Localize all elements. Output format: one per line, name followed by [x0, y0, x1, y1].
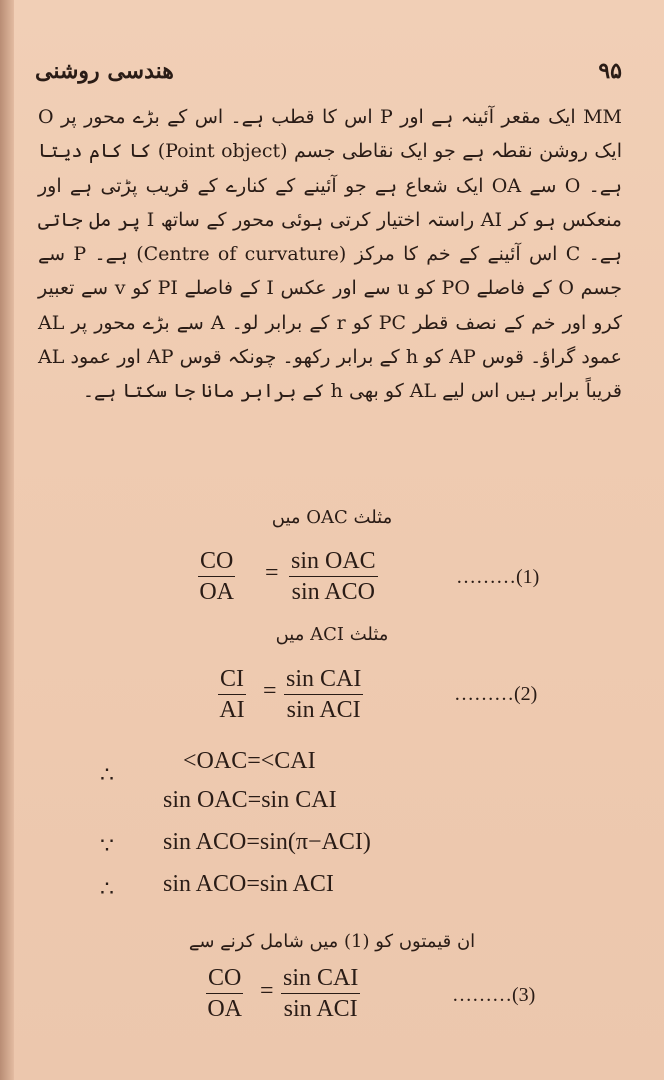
- step-supplementary-sine: sin ACO=sin(π−ACI): [163, 829, 371, 855]
- eq3-left-fraction: [206, 963, 243, 1024]
- eq1-denominator-left: OA: [199, 579, 234, 605]
- page-edge-shadow: [0, 0, 14, 1080]
- page-number: ۹۵: [598, 58, 622, 84]
- eq3-equals: =: [260, 978, 274, 1004]
- step-sine-equality: sin OAC=sin CAI: [163, 787, 337, 813]
- running-title: هندسی روشنی: [35, 58, 174, 84]
- eq3-numerator-left: CO: [206, 963, 243, 994]
- eq3-denominator-right: sin ACI: [283, 996, 358, 1022]
- step-sine-aco-aci: sin ACO=sin ACI: [163, 871, 334, 897]
- therefore-symbol: ∴: [100, 877, 114, 902]
- step-angle-equality: <OAC=<CAI: [183, 748, 316, 774]
- eq2-label: ………(2): [454, 683, 538, 705]
- eq2-right-fraction: [284, 664, 363, 725]
- triangle-aci-heading: مثلث ACI میں: [275, 624, 389, 645]
- eq3-label: ………(3): [452, 984, 536, 1006]
- eq2-denominator-left: AI: [219, 697, 245, 723]
- substitution-note: ان قیمتوں کو (1) میں شامل کرنے سے: [188, 931, 476, 952]
- eq1-right-fraction: [289, 546, 378, 607]
- page-header: [35, 58, 622, 90]
- triangle-oac-heading: مثلث OAC میں: [271, 507, 393, 528]
- eq2-left-fraction: [218, 664, 246, 725]
- eq3-denominator-left: OA: [207, 996, 242, 1022]
- eq3-numerator-right: sin CAI: [281, 963, 360, 994]
- eq2-numerator-right: sin CAI: [284, 664, 363, 695]
- eq2-equals: =: [263, 678, 277, 704]
- therefore-symbol: ∴: [100, 763, 114, 788]
- eq1-numerator-right: sin OAC: [289, 546, 378, 577]
- eq1-numerator-left: CO: [198, 546, 235, 577]
- eq3-right-fraction: [281, 963, 360, 1024]
- eq1-equals: =: [265, 560, 279, 586]
- eq2-numerator-left: CI: [218, 664, 246, 695]
- because-symbol: ∵: [100, 834, 114, 859]
- eq2-denominator-right: sin ACI: [286, 697, 361, 723]
- eq1-denominator-right: sin ACO: [291, 579, 376, 605]
- eq1-label: ………(1): [456, 566, 540, 588]
- eq1-left-fraction: [198, 546, 235, 607]
- body-paragraph: MM ایک مقعر آئینہ ہے اور P اس کا قطب ہے۔ اس کے بڑے محور پر O ایک روشن نقطہ ہے جو ایک نقاطی جسم (Point object) کا کام دیتا ہے۔ O سے OA ایک شعاع ہے جو آئینے کے کنارے کے قریب پڑتی ہے اور منعکس ہو کر AI راستہ اختیار کرتی ہوئی محور کے ساتھ I پر مل جاتی ہے۔ C اس آئینے کے خم کا مرکز (Centre of curvature) ہے۔ P سے جسم O کے فاصلے PO کو u سے اور عکس I کے فاصلے PI کو v سے تعبیر کرو اور خم کے نصف قطر PC کو r کے برابر لو۔ A سے بڑے محور پر AL عمود گراؤ۔ قوس AP کو h کے برابر رکھو۔ چونکہ قوس AP اور عمود AL قریباً برابر ہیں اس لیے AL کو بھی h کے برابر مانا جا سکتا ہے۔: [38, 106, 622, 403]
